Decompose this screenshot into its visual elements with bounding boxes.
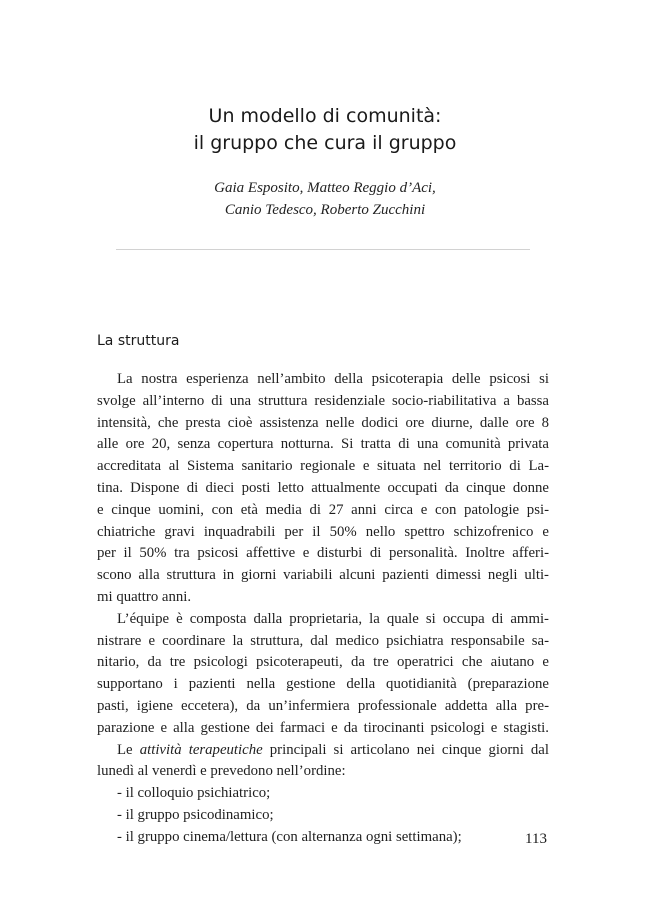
text-line: nistrare e coordinare la struttura, dal medico psichiatra responsabile sa- bbox=[97, 632, 549, 649]
text-line: svolge all’interno di una struttura residenziale socio-riabilitativa a bassa bbox=[97, 392, 549, 409]
text-line: pasti, igiene eccetera), da un’infermiera professionale addetta alla pre- bbox=[97, 697, 549, 714]
text-line: mi quattro anni. bbox=[97, 588, 192, 605]
authors-line: Canio Tedesco, Roberto Zucchini bbox=[224, 202, 426, 218]
text-line: per il 50% tra psicosi affettive e disturbi di personalità. Inoltre afferi- bbox=[97, 545, 549, 562]
text-line: lunedì al venerdì e prevedono nell’ordine: bbox=[97, 763, 346, 780]
chapter-title bbox=[0, 103, 650, 157]
text-line: supportano i pazienti nella gestione della quotidianità (preparazione bbox=[97, 676, 549, 693]
text-run: Le bbox=[117, 741, 140, 758]
text-line: accreditata al Sistema sanitario regionale e situata nel territorio di La- bbox=[97, 458, 549, 475]
page-number: 113 bbox=[525, 831, 547, 847]
section-heading: La struttura bbox=[97, 333, 180, 349]
divider bbox=[116, 249, 530, 250]
chapter-title-line: il gruppo che cura il gruppo bbox=[193, 132, 457, 154]
authors-line: Gaia Esposito, Matteo Reggio d’Aci, bbox=[214, 180, 436, 196]
list-item: - il gruppo psicodinamico; bbox=[117, 806, 274, 823]
chapter-authors bbox=[0, 177, 650, 221]
text-line: e cinque uomini, con età media di 27 anni circa e con patologie psi- bbox=[97, 501, 549, 518]
text-line: alle ore 20, senza copertura notturna. Si tratta di una comunità privata bbox=[97, 436, 549, 453]
emphasized-term: attività terapeutiche bbox=[139, 741, 263, 758]
text-line: tina. Dispone di dieci posti letto attualmente occupati da cinque donne bbox=[97, 479, 549, 496]
text-line: scono alla struttura in giorni variabili alcuni pazienti dimessi negli ulti- bbox=[97, 567, 549, 584]
text-line: intensità, che presta cioè assistenza nelle dodici ore diurne, dalle ore 8 bbox=[97, 414, 549, 431]
text-line bbox=[97, 740, 549, 762]
text-line: parazione e alla gestione dei farmaci e da tirocinanti psicologi e stagisti. bbox=[97, 719, 549, 736]
text-run: principali si articolano nei cinque giorni dal bbox=[262, 741, 549, 758]
list-item: - il gruppo cinema/lettura (con alternanza ogni settimana); bbox=[117, 828, 462, 845]
chapter-title-line: Un modello di comunità: bbox=[208, 105, 442, 127]
text-line: La nostra esperienza nell’ambito della psicoterapia delle psicosi si bbox=[117, 371, 549, 387]
list-item: - il colloquio psichiatrico; bbox=[117, 785, 271, 802]
text-line: nitario, da tre psicologi psicoterapeuti, da tre operatrici che aiutano e bbox=[97, 654, 549, 671]
body-text bbox=[97, 369, 549, 849]
text-line: L’équipe è composta dalla proprietaria, la quale si occupa di ammi- bbox=[117, 610, 549, 627]
text-line: chiatriche gravi inquadrabili per il 50% nello spettro schizofrenico e bbox=[97, 523, 549, 540]
